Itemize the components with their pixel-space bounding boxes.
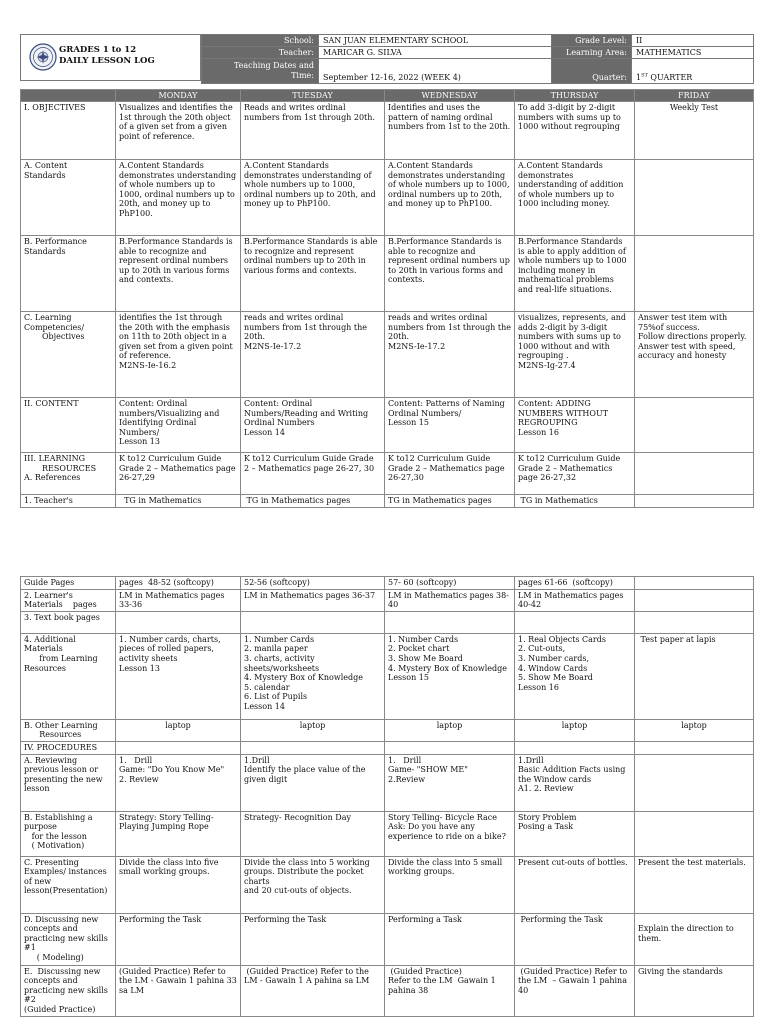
- corner-header-cell: [21, 90, 116, 102]
- row-label-discussing2: E. Discussing new concepts and practicing new skills #2 (Guided Practice): [21, 965, 116, 1016]
- dll-title-line1: GRADES 1 to 12: [59, 45, 137, 55]
- content-friday: [635, 398, 754, 453]
- textbook-wednesday: [385, 611, 515, 633]
- procedures-table: [20, 576, 754, 1017]
- discussing1-wednesday: Performing a Task: [385, 913, 515, 965]
- learners-materials-tuesday: LM in Mathematics pages 36-37: [241, 589, 385, 611]
- performance-standards-wednesday: B.Performance Standards is able to recognize and represent ordinal numbers up to 20th in various forms and contexts.: [385, 236, 515, 312]
- performance-standards-tuesday: B.Performance Standards is able to recognize and represent ordinal numbers up to 20th in various forms and contexts.: [241, 236, 385, 312]
- content-row: [21, 398, 754, 453]
- row-label-objectives: I. OBJECTIVES: [21, 102, 116, 160]
- guide-pages-row: [21, 577, 754, 590]
- day-header-row: [21, 90, 754, 102]
- school-label: School:: [202, 35, 319, 47]
- reviewing-wednesday: 1. Drill Game- "SHOW ME" 2.Review: [385, 754, 515, 811]
- row-label-textbook: 3. Text book pages: [21, 611, 116, 633]
- objectives-row: [21, 102, 754, 160]
- row-label-performance-standards-line2: Standards: [24, 246, 66, 256]
- procedures-thursday: [515, 741, 635, 754]
- resources-monday: K to12 Curriculum Guide Grade 2 – Mathematics page 26-27,29: [116, 453, 241, 495]
- procedures-tuesday: [241, 741, 385, 754]
- textbook-monday: [116, 611, 241, 633]
- reviewing-row: [21, 754, 754, 811]
- performance-standards-friday: [635, 236, 754, 312]
- guide-pages-monday: pages 48-52 (softcopy): [116, 577, 241, 590]
- guide-pages-wednesday: 57- 60 (softcopy): [385, 577, 515, 590]
- learning-area-value: MATHEMATICS: [632, 47, 754, 59]
- day-header-tuesday: TUESDAY: [241, 90, 385, 102]
- content-standards-tuesday: A.Content Standards demonstrates understanding of whole numbers up to 1000, ordinal numbers up to 20th, and money up to PhP100.: [241, 160, 385, 236]
- row-label-competencies-line2: Competencies/: [24, 322, 85, 332]
- resources-friday: [635, 453, 754, 495]
- other-resources-thursday: laptop: [515, 719, 635, 741]
- textbook-row: [21, 611, 754, 633]
- other-resources-wednesday: laptop: [385, 719, 515, 741]
- row-label-guide-pages: Guide Pages: [21, 577, 116, 590]
- objectives-monday: Visualizes and identifies the 1st through the 20th object of a given set from a given point of reference.: [116, 102, 241, 160]
- competencies-monday: identifies the 1st through the 20th with the emphasis on 11th to 20th object in a given set from a given point of reference. M2NS-Ie-16.2: [116, 312, 241, 398]
- presenting-monday: Divide the class into five small working groups.: [116, 856, 241, 913]
- additional-materials-tuesday: 1. Number Cards 2. manila paper 3. charts, activity sheets/worksheets 4. Mystery Box of Knowledge 5. calendar 6. List of Pupils Lesson 14: [241, 633, 385, 719]
- presenting-tuesday: Divide the class into 5 working groups. Distribute the pocket charts and 20 cut-outs of objects.: [241, 856, 385, 913]
- school-value: SAN JUAN ELEMENTARY SCHOOL: [319, 35, 552, 47]
- content-standards-thursday: A.Content Standards demonstrates understanding of addition of whole numbers up to 1000 including money.: [515, 160, 635, 236]
- row-label-performance-standards: [21, 236, 116, 312]
- logo-title-box: [20, 34, 201, 81]
- day-header-monday: MONDAY: [116, 90, 241, 102]
- objectives-tuesday: Reads and writes ordinal numbers from 1st through 20th.: [241, 102, 385, 160]
- additional-materials-wednesday: 1. Number Cards 2. Pocket chart 3. Show Me Board 4. Mystery Box of Knowledge Lesson 15: [385, 633, 515, 719]
- teacher-value: MARICAR G. SILVA: [319, 47, 552, 59]
- objectives-friday: Weekly Test: [635, 102, 754, 160]
- reviewing-monday: 1. Drill Game: "Do You Know Me" 2. Review: [116, 754, 241, 811]
- learners-materials-wednesday: LM in Mathematics pages 38-40: [385, 589, 515, 611]
- row-label-content: II. CONTENT: [21, 398, 116, 453]
- presenting-thursday: Present cut-outs of bottles.: [515, 856, 635, 913]
- procedures-wednesday: [385, 741, 515, 754]
- additional-materials-monday: 1. Number cards, charts, pieces of rolled papers, activity sheets Lesson 13: [116, 633, 241, 719]
- row-label-procedures: IV. PROCEDURES: [21, 741, 116, 754]
- establishing-friday: [635, 811, 754, 856]
- teaching-dates-label-line1: Teaching Dates and: [233, 61, 314, 70]
- grade-level-value: II: [632, 35, 754, 47]
- deped-seal-icon: [29, 43, 57, 71]
- quarter-number: 1: [636, 73, 642, 82]
- other-resources-monday: laptop: [116, 719, 241, 741]
- other-resources-row: [21, 719, 754, 741]
- presenting-row: [21, 856, 754, 913]
- dll-title: [59, 45, 155, 67]
- resources-row: [21, 453, 754, 495]
- teachers-guide-tuesday: TG in Mathematics pages: [241, 495, 385, 508]
- competencies-tuesday: reads and writes ordinal numbers from 1st through the 20th. M2NS-Ie-17.2: [241, 312, 385, 398]
- discussing1-thursday: Performing the Task: [515, 913, 635, 965]
- establishing-monday: Strategy: Story Telling-Playing Jumping Rope: [116, 811, 241, 856]
- reviewing-friday: [635, 754, 754, 811]
- row-label-resources-line2: RESOURCES: [42, 463, 97, 473]
- learning-area-label: Learning Area:: [552, 47, 632, 59]
- competencies-friday: Answer test item with 75%of success. Follow directions properly. Answer test with speed, accuracy and honesty: [635, 312, 754, 398]
- quarter-label: Quarter:: [552, 59, 632, 84]
- teaching-dates-value: September 12-16, 2022 (WEEK 4): [319, 59, 552, 84]
- row-label-content-standards-line2: Standards: [24, 170, 66, 180]
- quarter-value: [632, 59, 754, 84]
- discussing1-tuesday: Performing the Task: [241, 913, 385, 965]
- objectives-wednesday: Identifies and uses the pattern of naming ordinal numbers from 1st to the 20th.: [385, 102, 515, 160]
- teachers-guide-friday: [635, 495, 754, 508]
- reviewing-thursday: 1.Drill Basic Addition Facts using the Window cards A1. 2. Review: [515, 754, 635, 811]
- competencies-wednesday: reads and writes ordinal numbers from 1st through the 20th. M2NS-Ie-17.2: [385, 312, 515, 398]
- performance-standards-row: [21, 236, 754, 312]
- establishing-thursday: Story Problem Posing a Task: [515, 811, 635, 856]
- learners-materials-row: [21, 589, 754, 611]
- quarter-text: QUARTER: [647, 73, 693, 82]
- row-label-additional-materials: 4. Additional Materials from Learning Resources: [21, 633, 116, 719]
- content-wednesday: Content: Patterns of Naming Ordinal Numbers/ Lesson 15: [385, 398, 515, 453]
- content-standards-wednesday: A.Content Standards demonstrates understanding of whole numbers up to 1000, ordinal numbers up to 20th, and money up to PhP100.: [385, 160, 515, 236]
- teaching-dates-label: [202, 59, 319, 84]
- procedures-friday: [635, 741, 754, 754]
- teachers-guide-monday: TG in Mathematics: [116, 495, 241, 508]
- row-label-competencies-line3: Objectives: [42, 332, 85, 342]
- discussing1-monday: Performing the Task: [116, 913, 241, 965]
- day-header-friday: FRIDAY: [635, 90, 754, 102]
- establishing-row: [21, 811, 754, 856]
- performance-standards-monday: B.Performance Standards is able to recognize and represent ordinal numbers up to 20th in various forms and contexts.: [116, 236, 241, 312]
- day-header-thursday: THURSDAY: [515, 90, 635, 102]
- additional-materials-thursday: 1. Real Objects Cards 2. Cut-outs, 3. Number cards, 4. Window Cards 5. Show Me Board Lesson 16: [515, 633, 635, 719]
- discussing2-row: [21, 965, 754, 1016]
- competencies-row: [21, 312, 754, 398]
- day-header-wednesday: WEDNESDAY: [385, 90, 515, 102]
- other-resources-friday: laptop: [635, 719, 754, 741]
- other-resources-tuesday: laptop: [241, 719, 385, 741]
- discussing1-friday: Explain the direction to them.: [635, 913, 754, 965]
- row-label-discussing1: D. Discussing new concepts and practicing new skills #1 ( Modeling): [21, 913, 116, 965]
- reviewing-tuesday: 1.Drill Identify the place value of the given digit: [241, 754, 385, 811]
- quarter-superscript: ST: [641, 72, 648, 79]
- competencies-thursday: visualizes, represents, and adds 2-digit by 3-digit numbers with sums up to 1000 without and with regrouping . M2NS-Ig-27.4: [515, 312, 635, 398]
- resources-wednesday: K to12 Curriculum Guide Grade 2 – Mathematics page 26-27,30: [385, 453, 515, 495]
- resources-thursday: K to12 Curriculum Guide Grade 2 – Mathematics page 26-27,32: [515, 453, 635, 495]
- teachers-guide-row: [21, 495, 754, 508]
- grade-level-label: Grade Level:: [552, 35, 632, 47]
- content-standards-row: [21, 160, 754, 236]
- procedures-row: [21, 741, 754, 754]
- row-label-performance-standards-line1: B. Performance: [24, 237, 87, 246]
- presenting-friday: Present the test materials.: [635, 856, 754, 913]
- discussing2-tuesday: (Guided Practice) Refer to the LM - Gawain 1 A pahina sa LM: [241, 965, 385, 1016]
- establishing-tuesday: Strategy- Recognition Day: [241, 811, 385, 856]
- row-label-resources-line3: A. References: [24, 473, 81, 483]
- discussing1-row: [21, 913, 754, 965]
- row-label-other-resources: B. Other Learning Resources: [21, 719, 116, 741]
- discussing2-thursday: (Guided Practice) Refer to the LM – Gawain 1 pahina 40: [515, 965, 635, 1016]
- row-label-resources: [21, 453, 116, 495]
- objectives-table: [20, 89, 754, 508]
- row-label-learners-materials: 2. Learner's Materials pages: [21, 589, 116, 611]
- learners-materials-friday: [635, 589, 754, 611]
- row-label-establishing: B. Establishing a purpose for the lesson ( Motivation): [21, 811, 116, 856]
- content-standards-monday: A.Content Standards demonstrates understanding of whole numbers up to 1000, ordinal numbers up to 20th, and money up to PhP100.: [116, 160, 241, 236]
- teacher-label: Teacher:: [202, 47, 319, 59]
- content-monday: Content: Ordinal numbers/Visualizing and Identifying Ordinal Numbers/ Lesson 13: [116, 398, 241, 453]
- learners-materials-monday: LM in Mathematics pages 33-36: [116, 589, 241, 611]
- teachers-guide-wednesday: TG in Mathematics pages: [385, 495, 515, 508]
- teachers-guide-thursday: TG in Mathematics: [515, 495, 635, 508]
- establishing-wednesday: Story Telling- Bicycle Race Ask: Do you have any experience to ride on a bike?: [385, 811, 515, 856]
- dll-header: [20, 34, 753, 82]
- teaching-dates-label-line2: Time:: [291, 71, 314, 80]
- dll-title-line2: DAILY LESSON LOG: [59, 56, 155, 66]
- guide-pages-thursday: pages 61-66 (softcopy): [515, 577, 635, 590]
- presenting-wednesday: Divide the class into 5 small working groups.: [385, 856, 515, 913]
- textbook-thursday: [515, 611, 635, 633]
- discussing2-monday: (Guided Practice) Refer to the LM - Gawain 1 pahina 33 sa LM: [116, 965, 241, 1016]
- header-info-table: [201, 34, 754, 84]
- performance-standards-thursday: B.Performance Standards is able to apply addition of whole numbers up to 1000 including money in mathematical problems and real-life situations.: [515, 236, 635, 312]
- procedures-monday: [116, 741, 241, 754]
- additional-materials-friday: Test paper at lapis: [635, 633, 754, 719]
- learners-materials-thursday: LM in Mathematics pages 40-42: [515, 589, 635, 611]
- content-thursday: Content: ADDING NUMBERS WITHOUT REGROUPING Lesson 16: [515, 398, 635, 453]
- textbook-tuesday: [241, 611, 385, 633]
- additional-materials-row: [21, 633, 754, 719]
- guide-pages-tuesday: 52-56 (softcopy): [241, 577, 385, 590]
- content-tuesday: Content: Ordinal Numbers/Reading and Writing Ordinal Numbers Lesson 14: [241, 398, 385, 453]
- discussing2-friday: Giving the standards: [635, 965, 754, 1016]
- row-label-content-standards: [21, 160, 116, 236]
- row-label-resources-line1: III. LEARNING: [24, 454, 86, 463]
- row-label-presenting: C. Presenting Examples/ instances of new lesson(Presentation): [21, 856, 116, 913]
- textbook-friday: [635, 611, 754, 633]
- content-standards-friday: [635, 160, 754, 236]
- guide-pages-friday: [635, 577, 754, 590]
- row-label-competencies-line1: C. Learning: [24, 313, 72, 322]
- row-label-competencies: [21, 312, 116, 398]
- objectives-thursday: To add 3-digit by 2-digit numbers with sums up to 1000 without regrouping: [515, 102, 635, 160]
- row-label-teachers-guide: 1. Teacher's: [21, 495, 116, 508]
- resources-tuesday: K to12 Curriculum Guide Grade 2 – Mathematics page 26-27, 30: [241, 453, 385, 495]
- discussing2-wednesday: (Guided Practice) Refer to the LM Gawain 1 pahina 38: [385, 965, 515, 1016]
- row-label-content-standards-line1: A. Content: [24, 161, 68, 170]
- row-label-reviewing: A. Reviewing previous lesson or presenting the new lesson: [21, 754, 116, 811]
